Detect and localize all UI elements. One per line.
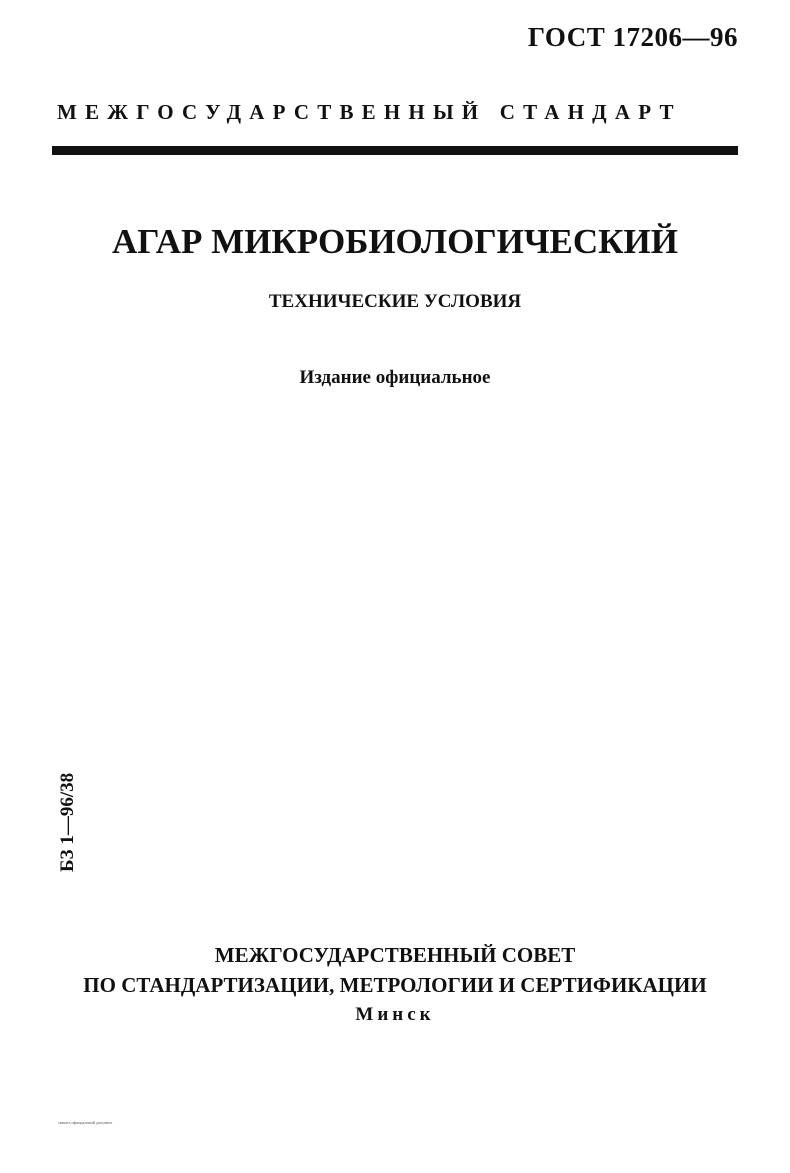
edition-note: Издание официальное [299,367,491,388]
publisher-line-1: МЕЖГОСУДАРСТВЕННЫЙ СОВЕТ [214,943,576,967]
publisher-block [0,940,790,1030]
publisher-city: Минск [355,1004,435,1025]
publisher-line-2: ПО СТАНДАРТИЗАЦИИ, МЕТРОЛОГИИ И СЕРТИФИКАЦИИ [83,973,707,997]
header-rule [52,146,738,155]
document-subtitle: ТЕХНИЧЕСКИЕ УСЛОВИЯ [268,291,522,312]
document-title: АГАР МИКРОБИОЛОГИЧЕСКИЙ [112,222,678,261]
standard-number: ГОСТ 17206—96 [527,22,738,52]
side-code: БЗ 1—96/38 [57,772,78,872]
footer-note: скачать официальный документ [58,1120,113,1125]
header-band-title: МЕЖГОСУДАРСТВЕННЫЙ СТАНДАРТ [57,100,682,124]
